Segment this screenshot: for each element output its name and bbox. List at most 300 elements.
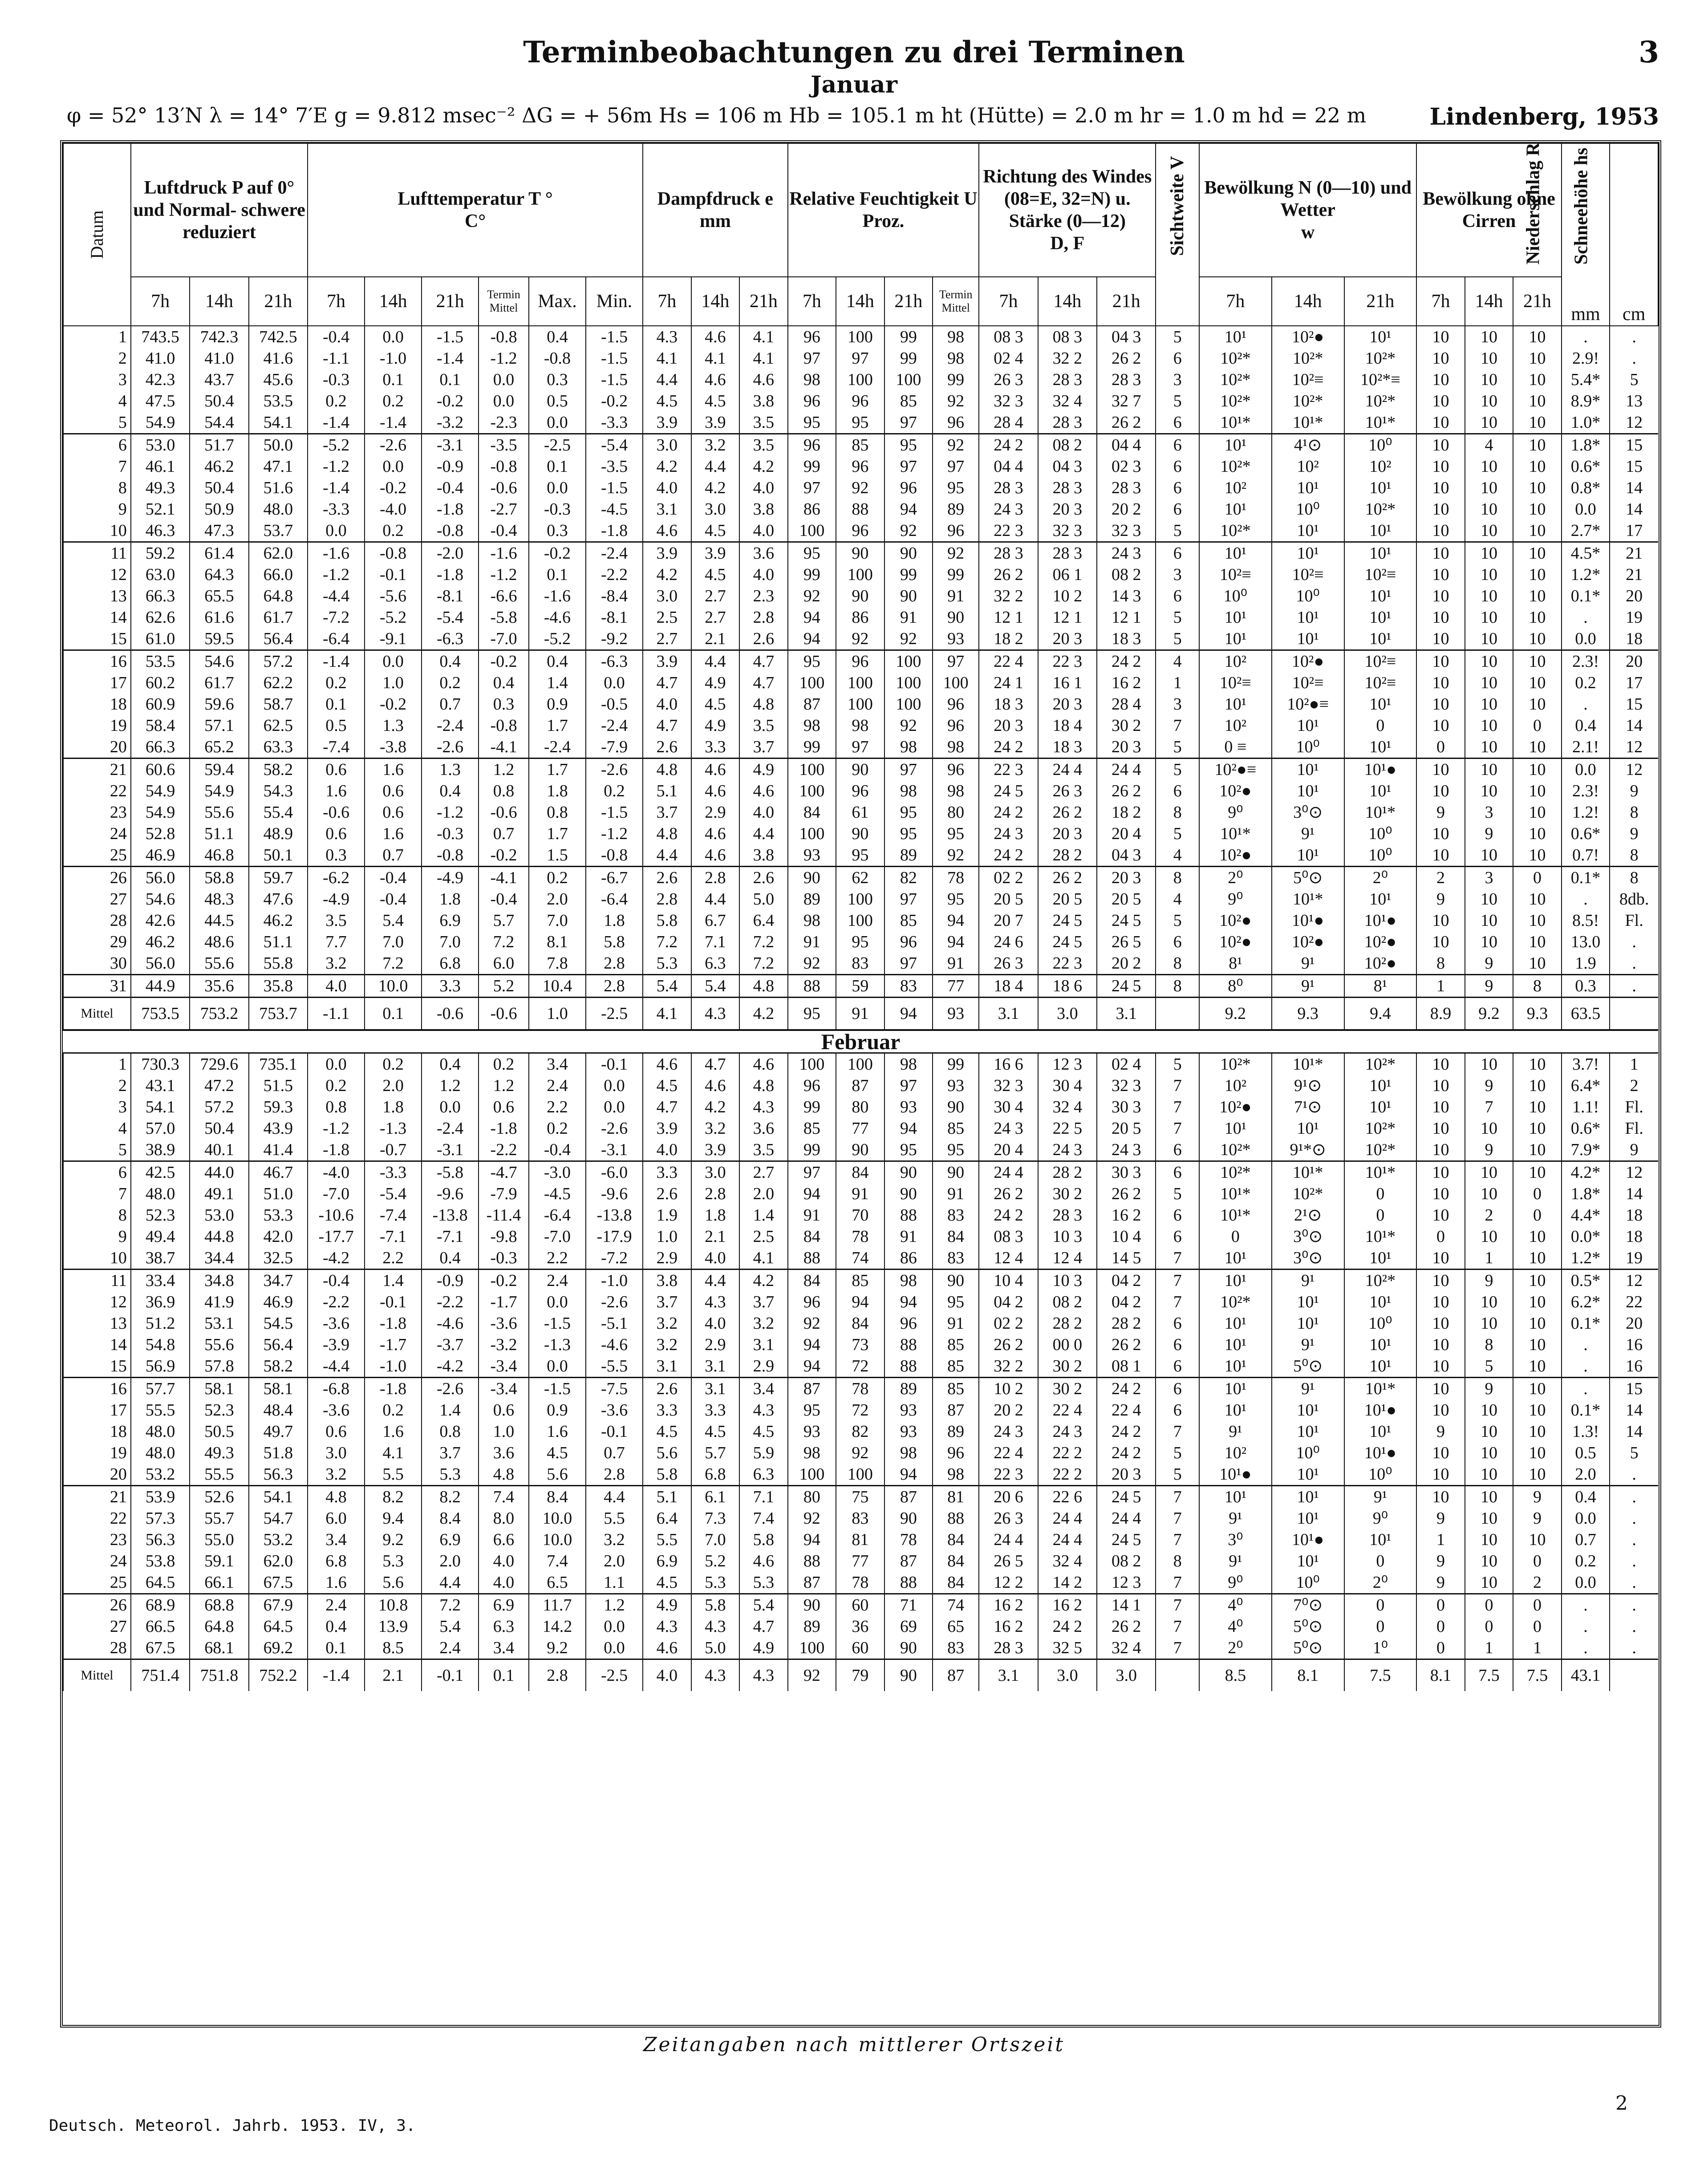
month-heading-january: Januar — [811, 71, 897, 98]
value-cell: 0.3 — [308, 844, 365, 867]
value-cell: 10 — [1416, 672, 1465, 694]
value-cell: 60 — [836, 1637, 884, 1659]
value-cell: 48.0 — [249, 499, 308, 520]
value-cell: 6.4 — [739, 910, 788, 931]
value-cell: 4.0 — [739, 520, 788, 542]
value-cell: 20 6 — [979, 1486, 1038, 1508]
value-cell: 10 — [1513, 1421, 1562, 1442]
mean-cell: 91 — [836, 998, 884, 1030]
table-row — [63, 1355, 1658, 1378]
day-cell: 17 — [63, 1399, 131, 1421]
value-cell: 90 — [884, 585, 933, 607]
value-cell: 3.6 — [739, 542, 788, 564]
value-cell: 7.2 — [643, 931, 691, 953]
value-cell: 10.0 — [365, 975, 422, 998]
value-cell: 50.9 — [190, 499, 248, 520]
value-cell: 10 — [1465, 1118, 1513, 1139]
value-cell: 10¹* — [1344, 1161, 1417, 1184]
value-cell: 2 — [1513, 1572, 1562, 1594]
day-cell: 29 — [63, 931, 131, 953]
value-cell: 90 — [788, 1594, 836, 1616]
value-cell: 08 2 — [1038, 434, 1097, 456]
value-cell: 12 — [1610, 736, 1658, 759]
value-cell: 7 — [1156, 1486, 1199, 1508]
value-cell: 0 — [1513, 867, 1562, 889]
value-cell: -1.6 — [529, 585, 586, 607]
value-cell: 95 — [836, 844, 884, 867]
value-cell: 32 5 — [1038, 1637, 1097, 1659]
value-cell: 10⁰ — [1272, 499, 1344, 520]
mean-cell: 43.1 — [1562, 1659, 1610, 1692]
value-cell: 20 3 — [1097, 867, 1156, 889]
value-cell: -4.5 — [586, 499, 643, 520]
value-cell: 47.3 — [190, 520, 248, 542]
value-cell: 2.6 — [739, 867, 788, 889]
mean-cell: 3.0 — [1038, 1659, 1097, 1692]
day-cell: 3 — [63, 1096, 131, 1118]
value-cell: 66.5 — [131, 1616, 190, 1637]
value-cell: 53.5 — [131, 650, 190, 673]
value-cell: 2.4 — [308, 1594, 365, 1616]
table-row — [63, 477, 1658, 499]
value-cell: 3.1 — [691, 1355, 740, 1378]
value-cell: 93 — [788, 1421, 836, 1442]
day-cell: 11 — [63, 542, 131, 564]
value-cell: 28 4 — [979, 412, 1038, 434]
value-cell: -7.2 — [586, 1247, 643, 1270]
value-cell: 6 — [1156, 1399, 1199, 1421]
value-cell: 4.0 — [643, 477, 691, 499]
time-footnote: Zeitangaben nach mittlerer Ortszeit — [643, 2033, 1065, 2056]
value-cell: 4.5 — [643, 1421, 691, 1442]
value-cell: . — [1562, 888, 1610, 910]
day-cell: 12 — [63, 564, 131, 585]
value-cell: 10¹ — [1344, 585, 1417, 607]
table-row — [63, 1529, 1658, 1550]
value-cell: -3.3 — [365, 1161, 422, 1184]
value-cell: 89 — [933, 499, 979, 520]
value-cell: 0.1 — [422, 369, 479, 390]
value-cell: 10⁰ — [1272, 1572, 1344, 1594]
value-cell: -5.4 — [586, 434, 643, 456]
value-cell: 14 — [1610, 499, 1658, 520]
value-cell: 9⁰ — [1199, 802, 1272, 823]
value-cell: 5.9 — [739, 1442, 788, 1464]
value-cell: 97 — [933, 650, 979, 673]
value-cell: 19 — [1610, 607, 1658, 628]
value-cell: 10⁰ — [1272, 736, 1344, 759]
value-cell: 7 — [1465, 1096, 1513, 1118]
value-cell: 10¹ — [1344, 1291, 1417, 1313]
value-cell: 9⁰ — [1344, 1508, 1417, 1529]
value-cell: 32 3 — [979, 1075, 1038, 1096]
value-cell: -1.0 — [365, 1355, 422, 1378]
value-cell: 35.8 — [249, 975, 308, 998]
table-row — [63, 326, 1658, 348]
value-cell: 50.4 — [190, 390, 248, 412]
value-cell: 46.8 — [190, 844, 248, 867]
value-cell: 4.7 — [643, 672, 691, 694]
mean-cell: -2.5 — [586, 1659, 643, 1692]
value-cell: -3.9 — [308, 1334, 365, 1355]
value-cell: 10⁰ — [1344, 1464, 1417, 1486]
value-cell: 0.0 — [365, 456, 422, 477]
value-cell: -2.4 — [422, 715, 479, 736]
col-schnee: Schneehöhe hs cm — [1610, 143, 1658, 326]
value-cell: 63.0 — [131, 564, 190, 585]
value-cell: 0.1 — [365, 369, 422, 390]
value-cell: 1 — [1513, 1637, 1562, 1659]
col-lufttemperatur: Lufttemperatur T ° C° — [308, 143, 643, 277]
value-cell: 28 3 — [1038, 477, 1097, 499]
value-cell: 94 — [884, 1464, 933, 1486]
value-cell: 91 — [884, 607, 933, 628]
value-cell: 58.1 — [249, 1378, 308, 1400]
value-cell: 10²* — [1199, 369, 1272, 390]
value-cell: 10 — [1513, 607, 1562, 628]
value-cell: 88 — [884, 1205, 933, 1226]
value-cell: 20 3 — [979, 715, 1038, 736]
value-cell: 5 — [1610, 1442, 1658, 1464]
value-cell: 98 — [884, 1053, 933, 1075]
value-cell: 10 — [1513, 1226, 1562, 1247]
value-cell: 36.9 — [131, 1291, 190, 1313]
mean-cell: -0.1 — [422, 1659, 479, 1692]
value-cell: 10 — [1513, 802, 1562, 823]
table-row — [63, 953, 1658, 975]
value-cell: 16 2 — [1038, 1594, 1097, 1616]
value-cell: 4.5* — [1562, 542, 1610, 564]
mean-cell: 4.1 — [643, 998, 691, 1030]
value-cell: 10 — [1416, 715, 1465, 736]
value-cell: 3.7 — [422, 1442, 479, 1464]
value-cell: 59.4 — [190, 759, 248, 781]
value-cell: 10¹ — [1199, 542, 1272, 564]
value-cell: 4.2 — [691, 1096, 740, 1118]
value-cell: 46.2 — [190, 456, 248, 477]
value-cell: 5.3 — [739, 1572, 788, 1594]
value-cell: 88 — [788, 1247, 836, 1270]
value-cell: 12 — [1610, 1161, 1658, 1184]
value-cell: 10¹* — [1199, 1183, 1272, 1205]
value-cell: 10 — [1513, 412, 1562, 434]
value-cell: -7.0 — [479, 628, 529, 650]
mean-cell: 3.0 — [1038, 998, 1097, 1030]
value-cell: 08 3 — [1038, 326, 1097, 348]
value-cell: 10¹ — [1272, 780, 1344, 802]
value-cell: 0 — [1344, 1205, 1417, 1226]
value-cell: 59.2 — [131, 542, 190, 564]
day-cell: 11 — [63, 1270, 131, 1292]
value-cell: 10 — [1513, 759, 1562, 781]
value-cell: 3.5 — [739, 1139, 788, 1161]
value-cell: 95 — [884, 434, 933, 456]
value-cell: 10¹ — [1344, 326, 1417, 348]
value-cell: 5 — [1156, 520, 1199, 542]
value-cell: 100 — [836, 369, 884, 390]
value-cell: 72 — [836, 1399, 884, 1421]
value-cell: 4.6 — [739, 369, 788, 390]
value-cell: 0.0 — [479, 390, 529, 412]
value-cell: 24 4 — [979, 1529, 1038, 1550]
value-cell: -4.0 — [365, 499, 422, 520]
value-cell: 6 — [1156, 412, 1199, 434]
day-cell: 6 — [63, 1161, 131, 1184]
value-cell: 97 — [884, 1075, 933, 1096]
value-cell: 1.0* — [1562, 412, 1610, 434]
value-cell: -6.6 — [479, 585, 529, 607]
value-cell: 1.8 — [529, 780, 586, 802]
value-cell: 7.4 — [739, 1508, 788, 1529]
value-cell: 10⁰ — [1199, 585, 1272, 607]
value-cell: 94 — [788, 1334, 836, 1355]
value-cell: 10¹ — [1199, 694, 1272, 715]
value-cell: 02 4 — [1097, 1053, 1156, 1075]
value-cell: 4.6 — [739, 780, 788, 802]
value-cell: -2.6 — [586, 759, 643, 781]
value-cell: 20 3 — [1038, 823, 1097, 844]
value-cell: 52.1 — [131, 499, 190, 520]
value-cell: -3.0 — [529, 1161, 586, 1184]
value-cell: 97 — [933, 456, 979, 477]
value-cell: 4⁰ — [1199, 1616, 1272, 1637]
value-cell: 95 — [788, 1399, 836, 1421]
mean-cell: 8.1 — [1416, 1659, 1465, 1692]
value-cell: 5 — [1610, 369, 1658, 390]
value-cell: -6.2 — [308, 867, 365, 889]
value-cell: 1⁰ — [1344, 1637, 1417, 1659]
value-cell: 61 — [836, 802, 884, 823]
value-cell: 3.7 — [643, 802, 691, 823]
value-cell: -0.1 — [586, 1421, 643, 1442]
value-cell: 85 — [933, 1378, 979, 1400]
value-cell: . — [1610, 1464, 1658, 1486]
value-cell: 10¹ — [1199, 326, 1272, 348]
day-cell: 12 — [63, 1291, 131, 1313]
value-cell: -8.4 — [586, 585, 643, 607]
value-cell: 26 5 — [979, 1550, 1038, 1572]
value-cell: 22 3 — [1038, 953, 1097, 975]
value-cell: 96 — [933, 759, 979, 781]
value-cell: 4.6 — [691, 326, 740, 348]
value-cell: 6 — [1156, 1378, 1199, 1400]
value-cell: 0.7! — [1562, 844, 1610, 867]
value-cell: 78 — [933, 867, 979, 889]
value-cell: 28 3 — [1038, 369, 1097, 390]
value-cell: 9 — [1465, 1270, 1513, 1292]
february-rows — [63, 1053, 1658, 1692]
value-cell: 15 — [1610, 1378, 1658, 1400]
value-cell: -6.0 — [586, 1161, 643, 1184]
value-cell: 10¹● — [1344, 910, 1417, 931]
value-cell: 10¹ — [1272, 1464, 1344, 1486]
value-cell: 88 — [884, 1334, 933, 1355]
value-cell: -4.1 — [479, 867, 529, 889]
value-cell: 93 — [884, 1421, 933, 1442]
value-cell: 10 — [1513, 736, 1562, 759]
day-cell: 15 — [63, 1355, 131, 1378]
value-cell: 0 — [1465, 1594, 1513, 1616]
value-cell: 7.7 — [308, 931, 365, 953]
day-cell: 23 — [63, 1529, 131, 1550]
value-cell: 77 — [933, 975, 979, 998]
value-cell: Fl. — [1610, 910, 1658, 931]
value-cell: 0.0 — [529, 412, 586, 434]
value-cell: 10²* — [1344, 1053, 1417, 1075]
value-cell: 60.9 — [131, 694, 190, 715]
value-cell: 100 — [836, 672, 884, 694]
value-cell: 19 — [1610, 1247, 1658, 1270]
value-cell: 55.6 — [190, 1334, 248, 1355]
value-cell: 24 3 — [1038, 1421, 1097, 1442]
value-cell: 22 3 — [979, 1464, 1038, 1486]
value-cell: -0.8 — [586, 844, 643, 867]
february-heading — [63, 1030, 1658, 1053]
value-cell: 0 — [1344, 1550, 1417, 1572]
value-cell: -7.9 — [586, 736, 643, 759]
value-cell: 85 — [933, 1355, 979, 1378]
value-cell: 8.0 — [479, 1508, 529, 1529]
value-cell: 10¹* — [1199, 1205, 1272, 1226]
value-cell: 10¹ — [1272, 1550, 1344, 1572]
value-cell: 24 3 — [979, 1118, 1038, 1139]
value-cell: 10² — [1199, 477, 1272, 499]
value-cell: 4.4* — [1562, 1205, 1610, 1226]
value-cell: 10²≡ — [1272, 672, 1344, 694]
value-cell: 6.7 — [691, 910, 740, 931]
value-cell: 100 — [788, 759, 836, 781]
day-cell: 20 — [63, 736, 131, 759]
value-cell: 14 1 — [1097, 1594, 1156, 1616]
value-cell: 1 — [1465, 1637, 1513, 1659]
value-cell: 5⁰⊙ — [1272, 1637, 1344, 1659]
value-cell: 10 — [1465, 369, 1513, 390]
value-cell: 10 — [1465, 759, 1513, 781]
value-cell: 87 — [836, 1075, 884, 1096]
value-cell: 96 — [933, 520, 979, 542]
value-cell: 50.1 — [249, 844, 308, 867]
value-cell: 51.6 — [249, 477, 308, 499]
value-cell: -1.8 — [365, 1313, 422, 1334]
value-cell: 3.5 — [308, 910, 365, 931]
value-cell: -0.3 — [479, 1247, 529, 1270]
value-cell: -0.7 — [365, 1139, 422, 1161]
value-cell: 99 — [933, 564, 979, 585]
value-cell: 4.8 — [643, 823, 691, 844]
value-cell: 10 — [1416, 1313, 1465, 1334]
value-cell: 2.8 — [586, 1464, 643, 1486]
value-cell: 9¹ — [1272, 1270, 1344, 1292]
value-cell: 10²● — [1199, 844, 1272, 867]
value-cell: 46.9 — [131, 844, 190, 867]
value-cell: -2.2 — [586, 564, 643, 585]
value-cell: 6 — [1156, 1313, 1199, 1334]
value-cell: 99 — [788, 456, 836, 477]
day-cell: 19 — [63, 1442, 131, 1464]
value-cell: 14 — [1610, 1421, 1658, 1442]
value-cell: 0.4 — [529, 650, 586, 673]
value-cell: 10¹ — [1272, 1291, 1344, 1313]
value-cell: 96 — [788, 1075, 836, 1096]
value-cell: 10 — [1416, 1247, 1465, 1270]
value-cell: 34.7 — [249, 1270, 308, 1292]
value-cell: 60.6 — [131, 759, 190, 781]
value-cell: 7¹⊙ — [1272, 1096, 1344, 1118]
value-cell: 32 3 — [1097, 1075, 1156, 1096]
value-cell: 20 — [1610, 650, 1658, 673]
table-row — [63, 499, 1658, 520]
mean-cell: 9.2 — [1199, 998, 1272, 1030]
value-cell: 89 — [788, 888, 836, 910]
table-row — [63, 1378, 1658, 1400]
value-cell: 34.8 — [190, 1270, 248, 1292]
value-cell: 1.8 — [365, 1096, 422, 1118]
value-cell: 10 — [1416, 1291, 1465, 1313]
value-cell: 10¹ — [1272, 1421, 1344, 1442]
value-cell: 0.1 — [308, 694, 365, 715]
value-cell: 5.3 — [365, 1550, 422, 1572]
value-cell: 32 4 — [1038, 1550, 1097, 1572]
value-cell: 97 — [788, 348, 836, 369]
value-cell: 7 — [1156, 1118, 1199, 1139]
value-cell: -2.2 — [422, 1291, 479, 1313]
value-cell: 0.0 — [422, 1096, 479, 1118]
value-cell: 00 0 — [1038, 1334, 1097, 1355]
mean-cell: 4.0 — [643, 1659, 691, 1692]
value-cell: 41.4 — [249, 1139, 308, 1161]
value-cell: 2.6 — [643, 867, 691, 889]
value-cell: 10 — [1416, 1205, 1465, 1226]
value-cell: 2.0 — [739, 1183, 788, 1205]
value-cell: 0.7 — [479, 823, 529, 844]
value-cell: -0.4 — [479, 888, 529, 910]
value-cell: 9 — [1513, 1486, 1562, 1508]
value-cell: -0.9 — [422, 1270, 479, 1292]
value-cell: 24 5 — [979, 780, 1038, 802]
value-cell: 55.4 — [249, 802, 308, 823]
value-cell: 5⁰⊙ — [1272, 867, 1344, 889]
value-cell: 92 — [836, 1442, 884, 1464]
value-cell: 20 4 — [1097, 823, 1156, 844]
value-cell: 10¹ — [1199, 1486, 1272, 1508]
value-cell: 5.1 — [643, 780, 691, 802]
value-cell: 64.3 — [190, 564, 248, 585]
value-cell: 3.2 — [691, 434, 740, 456]
day-cell: 30 — [63, 953, 131, 975]
value-cell: 0.0 — [529, 1291, 586, 1313]
value-cell: 14 — [1610, 715, 1658, 736]
value-cell: 1.3 — [365, 715, 422, 736]
table-row — [63, 1464, 1658, 1486]
value-cell: 92 — [836, 628, 884, 650]
value-cell: 86 — [884, 1247, 933, 1270]
source-citation: Deutsch. Meteorol. Jahrb. 1953. IV, 3. — [49, 2117, 416, 2135]
value-cell: 2.5 — [739, 1226, 788, 1247]
value-cell: 8 — [1610, 844, 1658, 867]
value-cell: 99 — [788, 1139, 836, 1161]
value-cell: 92 — [884, 628, 933, 650]
value-cell: 10 — [1513, 520, 1562, 542]
value-cell: -10.6 — [308, 1205, 365, 1226]
value-cell: 10 — [1465, 1053, 1513, 1075]
value-cell: 100 — [788, 672, 836, 694]
value-cell: 10⁰ — [1344, 434, 1417, 456]
value-cell: 12 — [1610, 1270, 1658, 1292]
value-cell: 10¹ — [1199, 1313, 1272, 1334]
value-cell: 92 — [933, 844, 979, 867]
value-cell: 6.0 — [308, 1508, 365, 1529]
day-cell: 7 — [63, 1183, 131, 1205]
